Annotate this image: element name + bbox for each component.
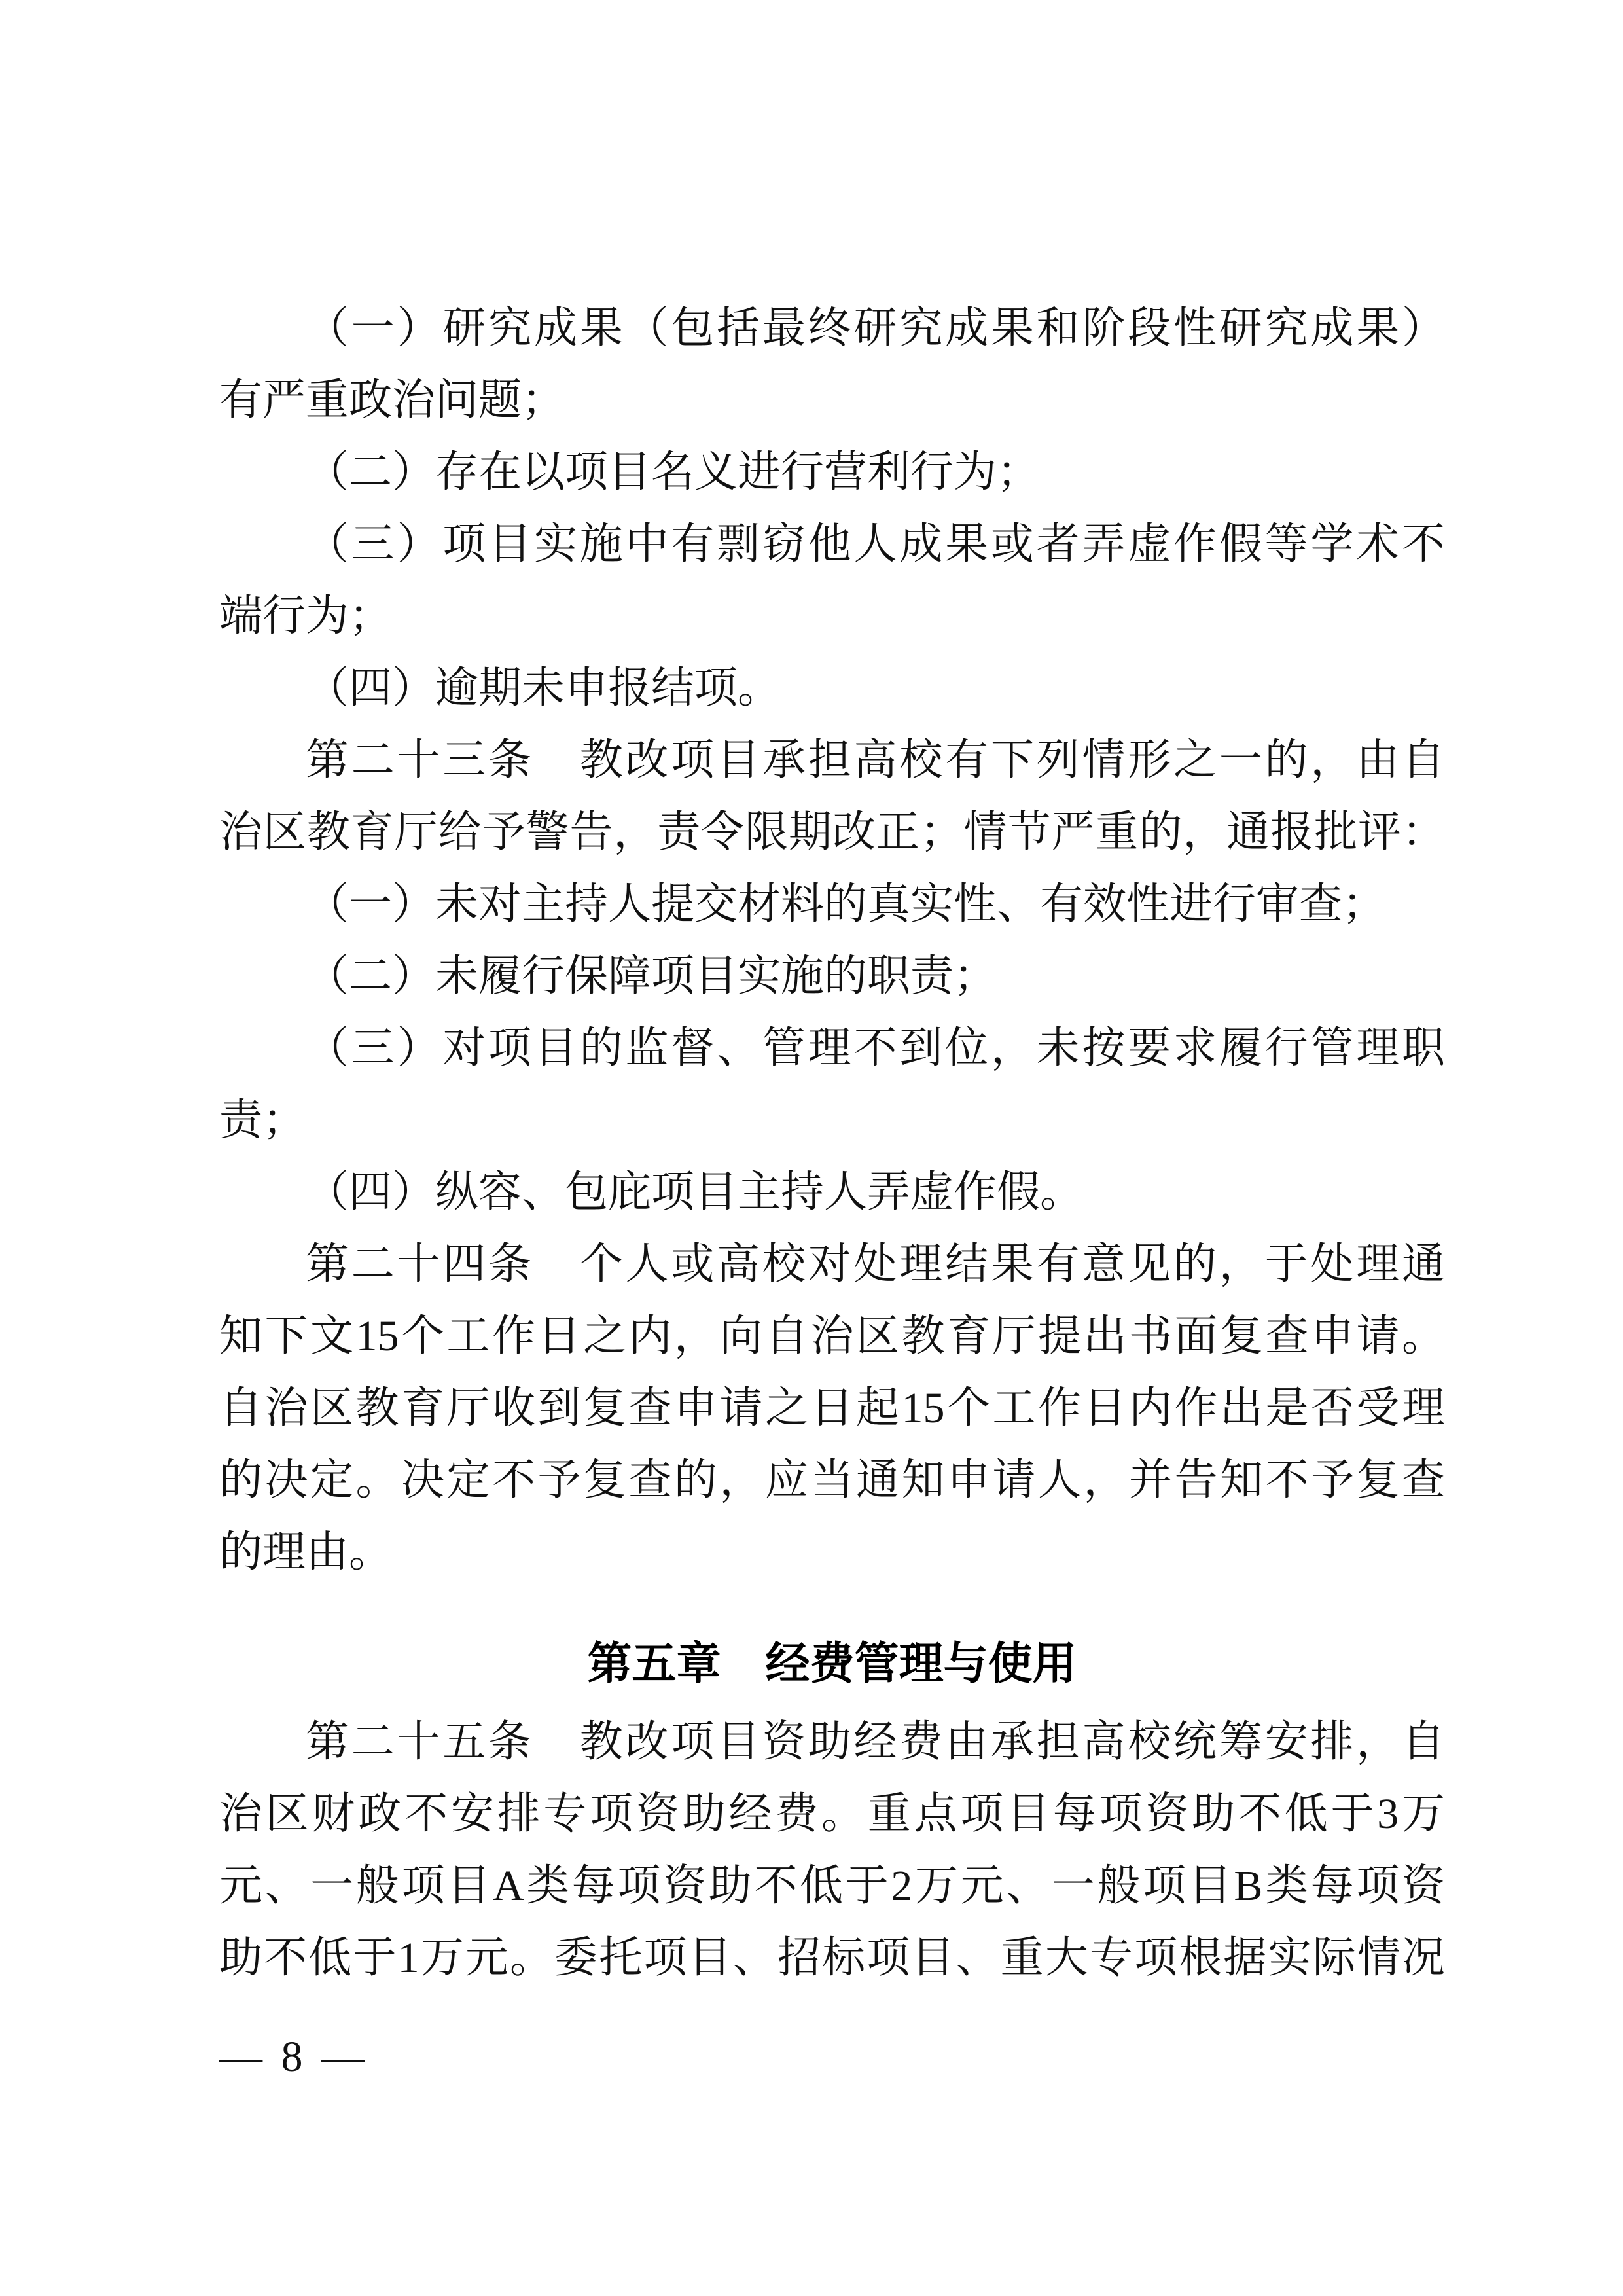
text-line: 端行为； xyxy=(219,592,392,640)
chapter-heading: 第五章 经费管理与使用 xyxy=(587,1639,1077,1689)
text-line: （三）对项目的监督、管理不到位，未按要求履行管理职 xyxy=(306,1024,1445,1072)
text-line: 知下文15个工作日之内，向自治区教育厅提出书面复查申请。 xyxy=(219,1312,1445,1360)
text-line: 自治区教育厅收到复查申请之日起15个工作日内作出是否受理 xyxy=(219,1384,1445,1432)
page-number: — 8 — xyxy=(219,2033,368,2081)
text-line: 的决定。决定不予复查的，应当通知申请人，并告知不予复查 xyxy=(219,1456,1445,1504)
text-line: （一）未对主持人提交材料的真实性、有效性进行审查； xyxy=(306,880,1385,928)
text-line: 的理由。 xyxy=(219,1528,392,1576)
text-line: 第二十四条 个人或高校对处理结果有意见的，于处理通 xyxy=(306,1240,1445,1288)
text-line: （四）纵容、包庇项目主持人弄虚作假。 xyxy=(306,1168,1083,1216)
document-body xyxy=(219,293,1445,1994)
text-line: 助不低于1万元。委托项目、招标项目、重大专项根据实际情况 xyxy=(219,1934,1445,1982)
text-line: 有严重政治问题； xyxy=(219,376,565,424)
text-line: 第二十三条 教改项目承担高校有下列情形之一的，由自 xyxy=(306,736,1445,784)
text-line: 治区财政不安排专项资助经费。重点项目每项资助不低于3万 xyxy=(219,1790,1445,1838)
text-line: （四）逾期未申报结项。 xyxy=(306,664,781,712)
text-line: （二）存在以项目名义进行营利行为； xyxy=(306,448,1040,496)
text-line: 第二十五条 教改项目资助经费由承担高校统筹安排，自 xyxy=(306,1718,1445,1766)
text-line: （一）研究成果（包括最终研究成果和阶段性研究成果） xyxy=(306,304,1445,352)
text-line: （二）未履行保障项目实施的职责； xyxy=(306,952,997,1000)
text-line: 责； xyxy=(219,1096,306,1144)
text-line: （三）项目实施中有剽窃他人成果或者弄虚作假等学术不 xyxy=(306,520,1445,568)
text-line: 治区教育厅给予警告，责令限期改正；情节严重的，通报批评： xyxy=(219,808,1445,856)
text-line: 元、一般项目A类每项资助不低于2万元、一般项目B类每项资 xyxy=(219,1862,1445,1910)
